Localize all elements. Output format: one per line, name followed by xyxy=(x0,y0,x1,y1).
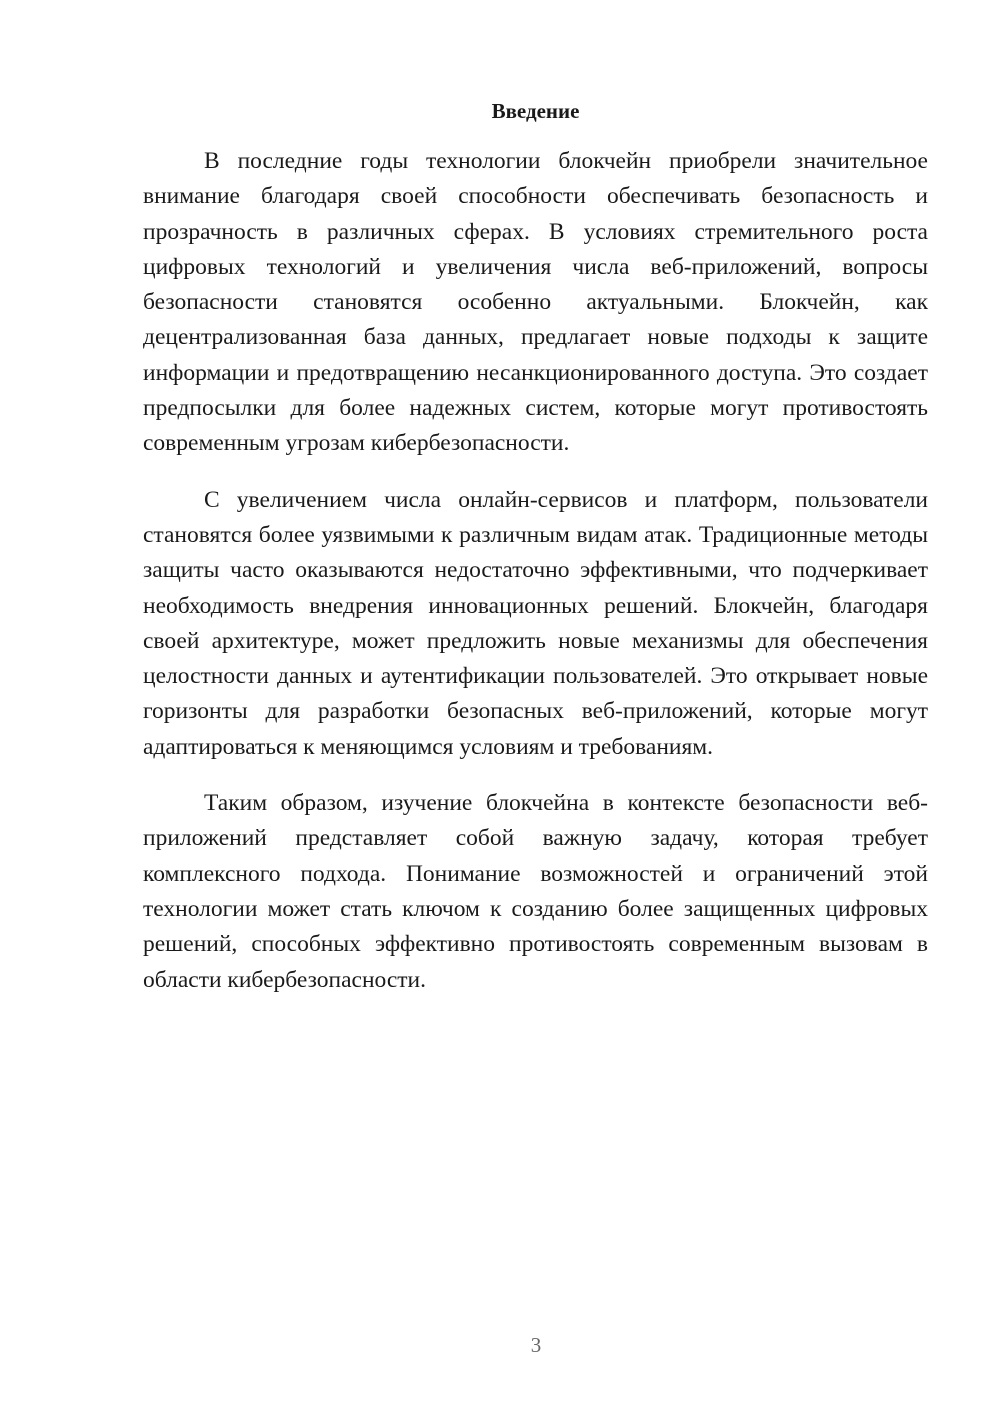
paragraph-1: В последние годы технологии блокчейн приобрели значительное внимание благодаря своей способности обеспечивать безопасность и прозрачность в различных сферах. В условиях стремительного роста цифровых технологий и увеличения числа веб-приложений, вопросы безопасности становятся особенно актуальными. Блокчейн, как децентрализованная база данных, предлагает новые подходы к защите информации и предотвращению несанкционированного доступа. Это создает предпосылки для более надежных систем, которые могут противостоять современным угрозам кибербезопасности. xyxy=(143,148,928,457)
page-number: 3 xyxy=(530,1333,542,1357)
section-title: Введение xyxy=(491,99,580,123)
paragraph-2: С увеличением числа онлайн-сервисов и платформ, пользователи становятся более уязвимыми к различным видам атак. Традиционные методы защиты часто оказываются недостаточно эффективными, что подчеркивает необходимость внедрения инновационных решений. Блокчейн, благодаря своей архитектуре, может предложить новые механизмы для обеспечения целостности данных и аутентификации пользователей. Это открывает новые горизонты для разработки безопасных веб-приложений, которые могут адаптироваться к меняющимся условиям и требованиям. xyxy=(143,486,928,760)
page-content xyxy=(143,96,928,1019)
paragraph-3: Таким образом, изучение блокчейна в контексте безопасности веб-приложений представляет собой важную задачу, которая требует комплексного подхода. Понимание возможностей и ограничений этой технологии может стать ключом к созданию более защищенных цифровых решений, способных эффективно противостоять современным вызовам в области кибербезопасности. xyxy=(143,790,928,993)
